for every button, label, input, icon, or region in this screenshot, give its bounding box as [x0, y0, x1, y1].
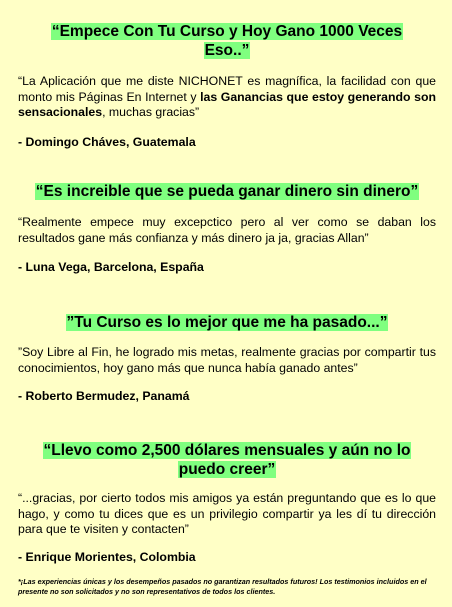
testimonial-headline — [18, 441, 436, 479]
testimonial-3 — [18, 313, 436, 404]
testimonial-author: - Roberto Bermudez, Panamá — [18, 389, 190, 403]
testimonial-quote: “Realmente empece muy excepctico pero al ver como se daban los resultados gane más confianza y más dinero ja ja, gracias Allan” — [18, 215, 436, 245]
quote-text-end: , muchas gracias” — [102, 105, 200, 119]
headline-highlight: ”Tu Curso es lo mejor que me ha pasado...” — [66, 314, 388, 331]
testimonial-1 — [18, 22, 436, 150]
testimonial-author: - Domingo Cháves, Guatemala — [18, 134, 196, 149]
quote-emphasis: las Ganancias que estoy generando son sensacionales — [18, 89, 436, 119]
testimonial-headline — [18, 22, 436, 60]
testimonial-author: - Luna Vega, Barcelona, España — [18, 260, 204, 274]
quote-text: “La Aplicación que me diste NICHONET es magnífica, la facilidad con que monto mis Páginas En Internet y — [18, 74, 436, 104]
headline-highlight: “Es increible que se pueda ganar dinero sin dinero” — [35, 183, 419, 200]
disclaimer: *¡Las experiencias únicas y los desempeños pasados no garantizan resultados futuros! Los testimonios incluidos en el presente no son solicitados y no son representativos de todos los clientes. — [18, 577, 427, 596]
testimonial-quote: “...gracias, por cierto todos mis amigos ya están preguntando que es lo que hago, y como tu dices que es un privilegio compartir ya les dí tu dirección para que te visiten y contacten” — [18, 491, 436, 536]
testimonial-headline — [18, 182, 436, 201]
testimonial-headline — [18, 313, 436, 332]
testimonial-4 — [18, 441, 436, 565]
testimonial-quote — [18, 74, 436, 121]
testimonial-quote: ”Soy Libre al Fin, he logrado mis metas, realmente gracias por compartir tus conocimientos, hoy gano más que nunca había ganado antes” — [18, 345, 436, 375]
headline-highlight: “Empece Con Tu Curso y Hoy Gano 1000 Veces Eso..” — [51, 23, 403, 59]
headline-highlight: “Llevo como 2,500 dólares mensuales y aún no lo puedo creer” — [43, 442, 411, 478]
testimonial-2 — [18, 182, 436, 275]
testimonial-author: - Enrique Morientes, Colombia — [18, 549, 196, 564]
